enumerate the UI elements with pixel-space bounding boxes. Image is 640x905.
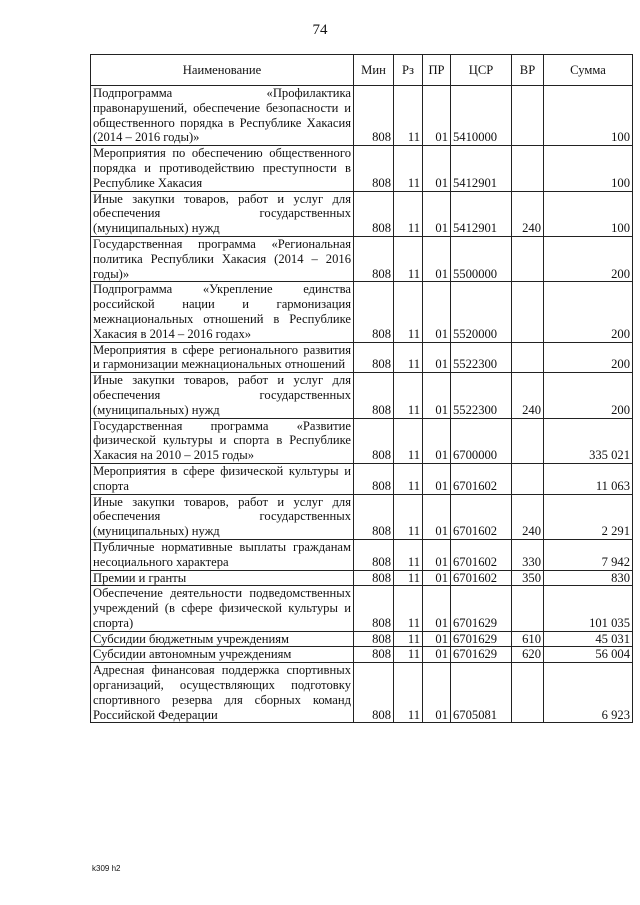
row-pr: 01 <box>423 539 451 570</box>
table-row <box>91 494 633 539</box>
row-vr: 240 <box>512 191 544 236</box>
row-rz: 11 <box>394 282 423 342</box>
row-name: Иные закупки товаров, работ и услуг для обеспечения государственных (муниципальных) нужд <box>91 373 354 418</box>
table-row <box>91 570 633 586</box>
page-number: 74 <box>312 22 328 38</box>
row-rz: 11 <box>394 236 423 281</box>
row-vr: 240 <box>512 373 544 418</box>
budget-table <box>90 54 633 723</box>
header-csr: ЦСР <box>451 55 512 86</box>
row-sum: 100 <box>544 146 633 191</box>
table-row <box>91 373 633 418</box>
row-csr: 6701629 <box>451 631 512 647</box>
row-vr <box>512 282 544 342</box>
table-row <box>91 86 633 146</box>
row-sum: 100 <box>544 86 633 146</box>
row-min: 808 <box>354 494 394 539</box>
row-sum: 7 942 <box>544 539 633 570</box>
table-row <box>91 586 633 631</box>
row-sum: 11 063 <box>544 463 633 494</box>
header-pr: ПР <box>423 55 451 86</box>
row-min: 808 <box>354 373 394 418</box>
header-sum: Сумма <box>544 55 633 86</box>
row-min: 808 <box>354 631 394 647</box>
row-name: Подпрограмма «Укрепление единства российской нации и гармонизация межнациональных отношений в Республике Хакасия в 2014 – 2016 годах» <box>91 282 354 342</box>
row-name: Мероприятия по обеспечению общественного порядка и противодействию преступности в Республике Хакасия <box>91 146 354 191</box>
row-sum: 200 <box>544 282 633 342</box>
row-sum: 2 291 <box>544 494 633 539</box>
row-rz: 11 <box>394 647 423 663</box>
row-pr: 01 <box>423 373 451 418</box>
row-pr: 01 <box>423 418 451 463</box>
table-row <box>91 342 633 373</box>
row-pr: 01 <box>423 282 451 342</box>
header-min: Мин <box>354 55 394 86</box>
table-row <box>91 282 633 342</box>
row-min: 808 <box>354 463 394 494</box>
row-csr: 6701602 <box>451 570 512 586</box>
row-min: 808 <box>354 570 394 586</box>
row-csr: 6701602 <box>451 463 512 494</box>
row-pr: 01 <box>423 663 451 723</box>
row-min: 808 <box>354 191 394 236</box>
row-min: 808 <box>354 663 394 723</box>
row-csr: 6705081 <box>451 663 512 723</box>
row-rz: 11 <box>394 631 423 647</box>
row-pr: 01 <box>423 570 451 586</box>
row-rz: 11 <box>394 539 423 570</box>
row-sum: 6 923 <box>544 663 633 723</box>
table-row <box>91 236 633 281</box>
row-min: 808 <box>354 647 394 663</box>
row-csr: 6700000 <box>451 418 512 463</box>
table-row <box>91 539 633 570</box>
row-vr <box>512 586 544 631</box>
row-name: Обеспечение деятельности подведомственных учреждений (в сфере физической культуры и спорта) <box>91 586 354 631</box>
table-row <box>91 146 633 191</box>
row-sum: 56 004 <box>544 647 633 663</box>
row-sum: 200 <box>544 236 633 281</box>
row-name: Иные закупки товаров, работ и услуг для обеспечения государственных (муниципальных) нужд <box>91 191 354 236</box>
row-pr: 01 <box>423 342 451 373</box>
row-rz: 11 <box>394 191 423 236</box>
row-sum: 335 021 <box>544 418 633 463</box>
row-pr: 01 <box>423 631 451 647</box>
row-min: 808 <box>354 539 394 570</box>
row-min: 808 <box>354 342 394 373</box>
row-vr <box>512 463 544 494</box>
row-csr: 6701629 <box>451 586 512 631</box>
row-sum: 200 <box>544 342 633 373</box>
table-row <box>91 663 633 723</box>
row-csr: 6701602 <box>451 539 512 570</box>
row-name: Премии и гранты <box>91 570 354 586</box>
footer-code: k309 h2 <box>92 864 121 873</box>
row-min: 808 <box>354 236 394 281</box>
row-csr: 5412901 <box>451 191 512 236</box>
row-name: Подпрограмма «Профилактика правонарушений, обеспечение безопасности и общественного порядка в Республике Хакасия (2014 – 2016 годы)» <box>91 86 354 146</box>
row-vr <box>512 663 544 723</box>
row-rz: 11 <box>394 342 423 373</box>
row-csr: 5522300 <box>451 342 512 373</box>
row-sum: 200 <box>544 373 633 418</box>
row-vr: 350 <box>512 570 544 586</box>
row-pr: 01 <box>423 586 451 631</box>
row-pr: 01 <box>423 191 451 236</box>
row-vr: 330 <box>512 539 544 570</box>
row-min: 808 <box>354 418 394 463</box>
row-pr: 01 <box>423 236 451 281</box>
row-csr: 5522300 <box>451 373 512 418</box>
row-rz: 11 <box>394 86 423 146</box>
header-name: Наименование <box>91 55 354 86</box>
row-vr <box>512 86 544 146</box>
row-csr: 5500000 <box>451 236 512 281</box>
table-row <box>91 418 633 463</box>
row-sum: 45 031 <box>544 631 633 647</box>
row-min: 808 <box>354 86 394 146</box>
row-vr: 240 <box>512 494 544 539</box>
row-pr: 01 <box>423 86 451 146</box>
row-name: Иные закупки товаров, работ и услуг для обеспечения государственных (муниципальных) нужд <box>91 494 354 539</box>
row-min: 808 <box>354 146 394 191</box>
row-csr: 6701602 <box>451 494 512 539</box>
row-rz: 11 <box>394 494 423 539</box>
row-name: Адресная финансовая поддержка спортивных организаций, осуществляющих подготовку спортивного резерва для сборных команд Российской Федерации <box>91 663 354 723</box>
row-min: 808 <box>354 282 394 342</box>
table-row <box>91 631 633 647</box>
header-vr: ВР <box>512 55 544 86</box>
row-sum: 101 035 <box>544 586 633 631</box>
row-pr: 01 <box>423 146 451 191</box>
row-min: 808 <box>354 586 394 631</box>
header-rz: Рз <box>394 55 423 86</box>
row-sum: 100 <box>544 191 633 236</box>
row-pr: 01 <box>423 463 451 494</box>
header-row <box>91 55 633 86</box>
row-name: Мероприятия в сфере регионального развития и гармонизации межнациональных отношений <box>91 342 354 373</box>
row-name: Публичные нормативные выплаты гражданам несоциального характера <box>91 539 354 570</box>
row-name: Субсидии автономным учреждениям <box>91 647 354 663</box>
row-rz: 11 <box>394 663 423 723</box>
row-rz: 11 <box>394 146 423 191</box>
row-name: Мероприятия в сфере физической культуры и спорта <box>91 463 354 494</box>
row-vr <box>512 342 544 373</box>
row-csr: 5412901 <box>451 146 512 191</box>
table-row <box>91 647 633 663</box>
table-row <box>91 463 633 494</box>
row-rz: 11 <box>394 570 423 586</box>
row-rz: 11 <box>394 373 423 418</box>
row-vr <box>512 146 544 191</box>
row-vr: 610 <box>512 631 544 647</box>
row-rz: 11 <box>394 418 423 463</box>
row-name: Государственная программа «Развитие физической культуры и спорта в Республике Хакасия на 2010 – 2015 годы» <box>91 418 354 463</box>
row-vr <box>512 418 544 463</box>
row-sum: 830 <box>544 570 633 586</box>
row-csr: 6701629 <box>451 647 512 663</box>
row-csr: 5520000 <box>451 282 512 342</box>
row-rz: 11 <box>394 463 423 494</box>
table-row <box>91 191 633 236</box>
row-name: Субсидии бюджетным учреждениям <box>91 631 354 647</box>
row-vr <box>512 236 544 281</box>
row-name: Государственная программа «Региональная политика Республики Хакасия (2014 – 2016 годы)» <box>91 236 354 281</box>
row-pr: 01 <box>423 494 451 539</box>
row-csr: 5410000 <box>451 86 512 146</box>
row-vr: 620 <box>512 647 544 663</box>
row-rz: 11 <box>394 586 423 631</box>
row-pr: 01 <box>423 647 451 663</box>
